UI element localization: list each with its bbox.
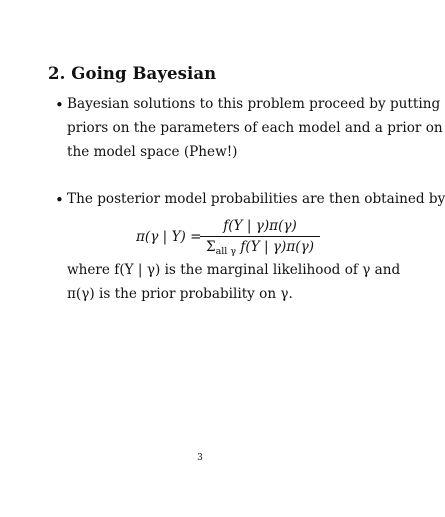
explanation-line-1: where f(Y | γ) is the marginal likelihood of γ and (67, 262, 401, 278)
bullet-1-line-3: the model space (Phew!) (67, 144, 238, 160)
bullet-2-dot: • (55, 191, 64, 209)
fraction-bar (200, 236, 320, 237)
equation-lhs: π(γ | Y) = (136, 229, 202, 245)
bullet-1-line-2: priors on the parameters of each model and a prior on (67, 120, 443, 136)
bullet-1-dot: • (55, 96, 64, 114)
equation-denominator (200, 239, 320, 255)
equation-numerator: f(Y | γ)π(γ) (223, 218, 297, 234)
bullet-1-line-1: Bayesian solutions to this problem proceed by putting (67, 96, 441, 112)
explanation-line-2: π(γ) is the prior probability on γ. (67, 286, 293, 302)
denominator-rest: f(Y | γ)π(γ) (236, 239, 315, 255)
page-number: 3 (197, 453, 203, 463)
bullet-2-line-1: The posterior model probabilities are then obtained by (67, 191, 445, 207)
section-heading: 2. Going Bayesian (48, 64, 217, 83)
denominator-sigma: Σ (205, 239, 216, 255)
denominator-subscript: all γ (215, 246, 237, 257)
